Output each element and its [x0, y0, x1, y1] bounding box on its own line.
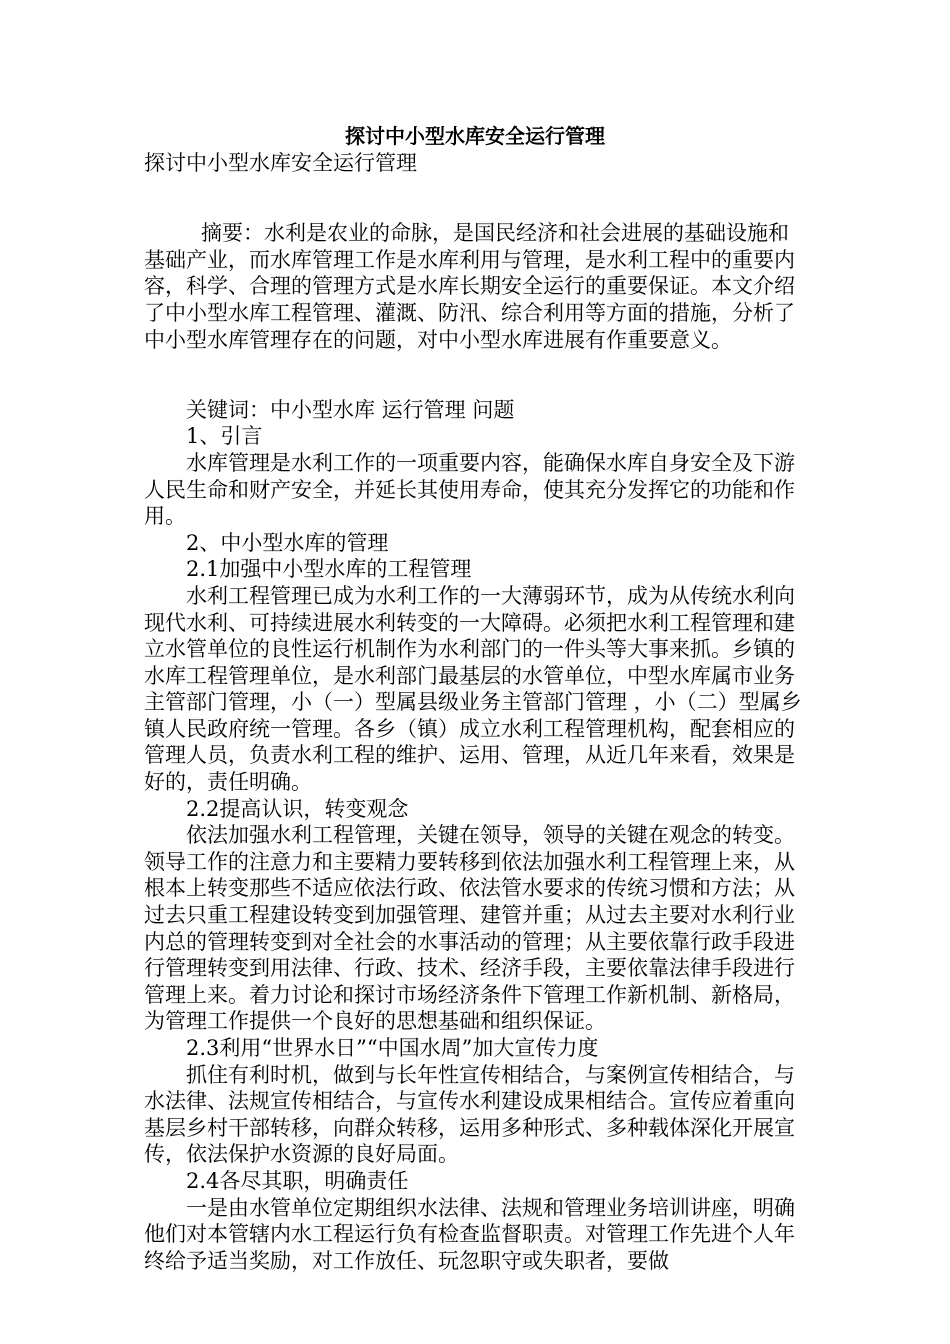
section-paragraph-1: 水库管理是水利工作的一项重要内容，能确保水库自身安全及下游人民生命和财产安全，并延长其使用寿命，使其充分发挥它的功能和作用。: [144, 450, 795, 529]
section-paragraph-2-4: 一是由水管单位定期组织水法律、法规和管理业务培训讲座，明确他们对本管辖内水工程运行负有检查监督职责。对管理工作先进个人年终给予适当奖励，对工作放任、玩忽职守或失职者，要做: [144, 1195, 795, 1273]
section-paragraph-2-3: 抓住有利时机，做到与长年性宣传相结合，与案例宣传相结合，与水法律、法规宣传相结合，与宣传水利建设成果相结合。宣传应着重向基层乡村干部转移，向群众转移，运用多种形式、多种载体深化开展宣传，依法保护水资源的良好局面。: [144, 1062, 795, 1167]
document-title: 探讨中小型水库安全运行管理: [345, 124, 605, 148]
document-subtitle: 探讨中小型水库安全运行管理: [144, 151, 417, 175]
section-heading-2-1: 2.1加强中小型水库的工程管理: [186, 557, 472, 582]
spacer: [144, 177, 804, 204]
abstract-paragraph: 摘要：水利是农业的命脉，是国民经济和社会进展的基础设施和基础产业，而水库管理工作是水库利用与管理，是水利工程中的重要内容，科学、合理的管理方式是水库长期安全运行的重要保证。本文介绍了中小型水库工程管理、灌溉、防汛、综合利用等方面的措施，分析了中小型水库管理存在的问题，对中小型水库进展有作重要意义。: [144, 221, 795, 352]
section-heading-2: 2、中小型水库的管理: [186, 530, 389, 555]
section-heading-1: 1、引言: [186, 424, 263, 449]
section-heading-2-2: 2.2提高认识，转变观念: [186, 796, 409, 821]
document-body: [144, 150, 804, 1274]
section-paragraph-2-1: 水利工程管理已成为水利工作的一大薄弱环节，成为从传统水利向现代水利、可持续进展水利转变的一大障碍。必须把水利工程管理和建立水管单位的良性运行机制作为水利部门的一件头等大事来抓。乡镇的水库工程管理单位，是水利部门最基层的水管单位，中型水库属市业务主管部门管理，小（一）型属县级业务主管部门管理 ，小（二）型属乡镇人民政府统一管理。各乡（镇）成立水利工程管理机构，配套相应的管理人员，负责水利工程的维护、运用、管理，从近几年来看，效果是好的，责任明确。: [144, 583, 802, 795]
spacer: [144, 353, 804, 380]
section-heading-2-4: 2.4各尽其职，明确责任: [186, 1168, 409, 1193]
section-heading-2-3: 2.3利用“世界水日”“中国水周”加大宣传力度: [186, 1036, 599, 1060]
keywords-line: 关键词：中小型水库 运行管理 问题: [186, 397, 515, 422]
spacer: [144, 380, 804, 397]
section-paragraph-2-2: 依法加强水利工程管理，关键在领导，领导的关键在观念的转变。领导工作的注意力和主要精力要转移到依法加强水利工程管理上来，从根本上转变那些不适应依法行政、依法管水要求的传统习惯和方法；从过去只重工程建设转变到加强管理、建管并重；从过去主要对水利行业内总的管理转变到对全社会的水事活动的管理；从主要依靠行政手段进行管理转变到用法律、行政、技术、经济手段，主要依靠法律手段进行管理上来。着力讨论和探讨市场经济条件下管理工作新机制、新格局，为管理工作提供一个良好的思想基础和组织保证。: [144, 823, 795, 1034]
spacer: [144, 203, 804, 220]
